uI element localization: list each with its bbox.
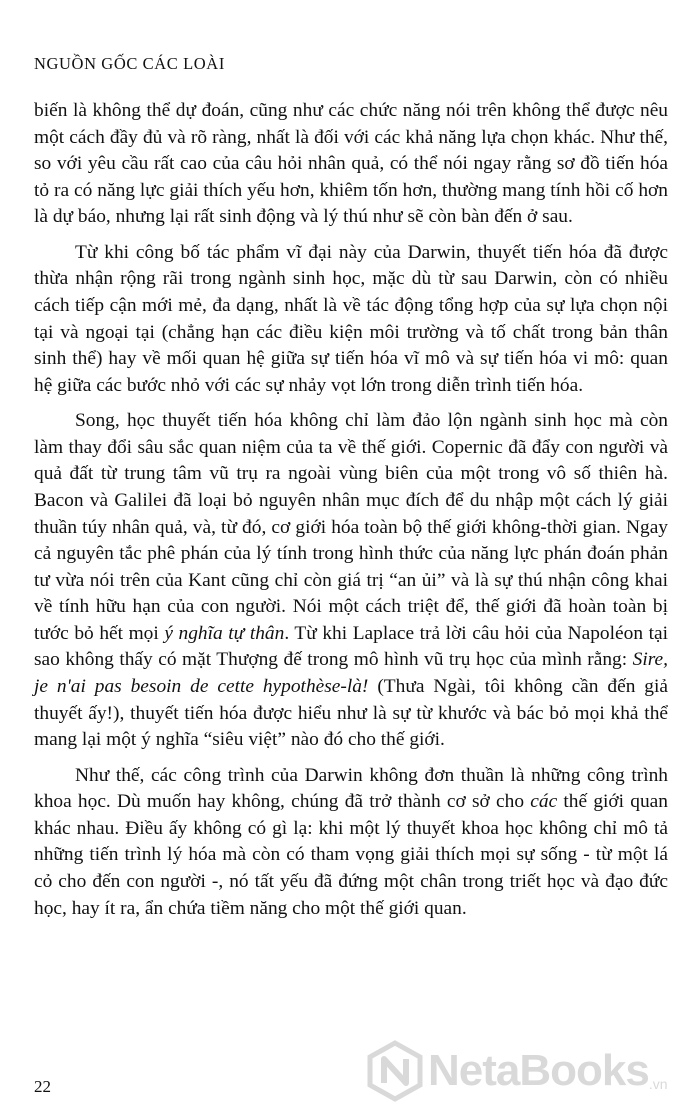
paragraph-text: biến là không thể dự đoán, cũng như các chức năng nói trên không thể được nêu một cách đầy đủ và rõ ràng, nhất là đối với các khả năng lựa chọn khác. Như thế, so với yêu cầu rất cao của câu hỏi nhân quả, có thể nói ngay rằng sơ đồ tiến hóa tỏ ra có năng lực giải thích yếu hơn, khiêm tốn hơn, thường mang tính hồi cố hơn là dự báo, nhưng lại rất sinh động và lý thú như sẽ còn bàn đến ở sau. — [34, 100, 668, 228]
paragraph-text: . Từ khi Laplace trả lời câu hỏi của Napoléon tại sao không thấy có mặt Thượng đế trong mô hình vũ trụ học của mình rằng: — [34, 622, 668, 671]
watermark — [364, 1036, 694, 1106]
paragraph-text: Như thế, các công trình của Darwin không đơn thuần là những công trình khoa học. Dù muốn hay không, chúng đã trở thành cơ sở cho — [34, 764, 668, 813]
paragraph — [34, 763, 668, 923]
paragraph — [34, 408, 668, 754]
paragraph-text: Từ khi công bố tác phẩm vĩ đại này của Darwin, thuyết tiến hóa đã được thừa nhận rộng rãi trong ngành sinh học, mặc dù từ sau Darwin, còn có nhiều cách tiếp cận mới mẻ, đa dạng, nhất là về tác động tổng hợp của sự lựa chọn nội tại và ngoại tại (chẳng hạn các điều kiện môi trường và tố chất trong bản thân sinh thể) hay về mối quan hệ giữa sự tiến hóa vĩ mô và sự tiến hóa vi mô: quan hệ giữa các bước nhỏ với các sự nhảy vọt lớn trong diễn trình tiến hóa. — [34, 241, 668, 396]
paragraph-text: thế giới quan khác nhau. Điều ấy không có gì lạ: khi một lý thuyết khoa học không chỉ mô tả những tiến trình lý hóa mà còn có tham vọng giải thích mọi sự sống - từ một lá cỏ cho đến con người -, nó tất yếu đã đứng một chân trong triết học và đạo đức học, hay ít ra, ẩn chứa tiềm năng cho một thế giới quan. — [34, 791, 668, 919]
italic-text: Sire, je n'ai pas besoin de cette hypothèse-là! — [34, 649, 668, 698]
netabooks-logo-icon — [364, 1040, 426, 1102]
italic-text: ý nghĩa tự thân — [164, 622, 285, 644]
watermark-suffix: .vn — [648, 1076, 668, 1092]
paragraph — [34, 240, 668, 400]
running-head: NGUỒN GỐC CÁC LOÀI — [34, 54, 225, 73]
paragraph-text: (Thưa Ngài, tôi không cần đến giả thuyết ấy!), thuyết tiến hóa được hiểu như là sự từ khước và bác bỏ mọi khả thể mang lại một ý nghĩa “siêu việt” nào đó cho thế giới. — [34, 676, 668, 751]
paragraph-text: Song, học thuyết tiến hóa không chỉ làm đảo lộn ngành sinh học mà còn làm thay đổi sâu sắc quan niệm của ta về thế giới. Copernic đã đẩy con người và quả đất từ trung tâm vũ trụ ra ngoài vùng biên của một trong vô số thiên hà. Bacon và Galilei đã loại bỏ nguyên nhân mục đích để du nhập một cách lý giải thuần túy nhân quả, và, từ đó, cơ giới hóa toàn bộ thế giới không-thời gian. Ngay cả nguyên tắc phê phán của lý tính trong hình thức của năng lực phán đoán phản tư vừa nói trên của Kant cũng chỉ còn giá trị “an ủi” và là sự thú nhận công khai về tính hữu hạn của con người. Nói một cách triệt để, thế giới đã hoàn toàn bị tước bỏ hết mọi — [34, 410, 668, 644]
body-text — [34, 98, 668, 931]
watermark-brand: NetaBooks — [428, 1046, 649, 1095]
paragraph — [34, 98, 668, 231]
italic-text: các — [530, 791, 558, 813]
page-number: 22 — [34, 1077, 51, 1096]
